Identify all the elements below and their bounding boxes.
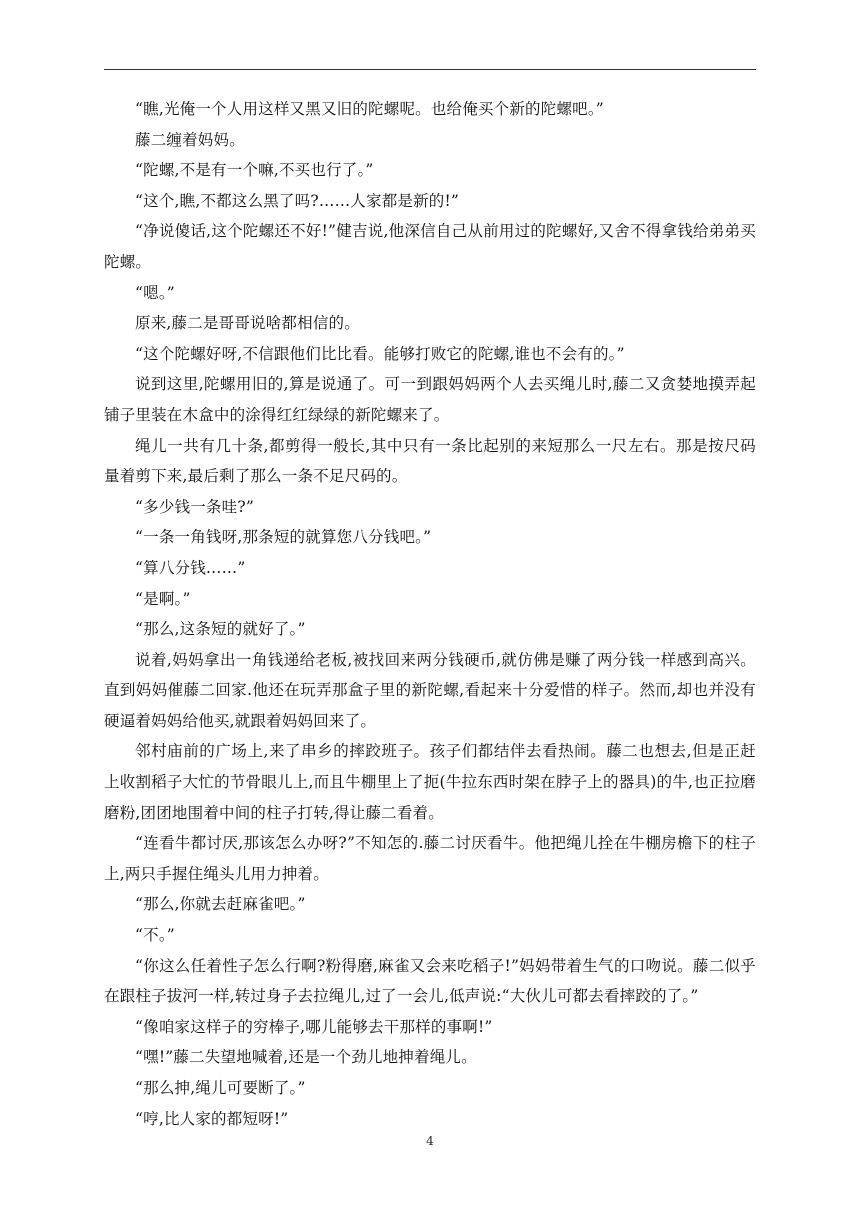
paragraph: “不。” — [135, 926, 175, 945]
paragraph: “是啊。” — [135, 589, 191, 608]
paragraph: “你这么任着性子怎么行啊?粉得磨,麻雀又会来吃稻子!”妈妈带着生气的口吻说。藤二似乎在跟柱子拔河一样,转过身子去拉绳儿,过了一会儿,低声说:“大伙儿可都去看摔跤的了。” — [104, 956, 756, 1006]
paragraph: “这个,瞧,不都这么黑了吗?……人家都是新的!” — [135, 191, 460, 210]
paragraph: “哼,比人家的都短呀!” — [135, 1109, 289, 1128]
paragraph: “连看牛都讨厌,那该怎么办呀?”不知怎的.藤二讨厌看牛。他把绳儿拴在牛棚房檐下的柱子上,两只手握住绳头儿用力抻着。 — [104, 834, 756, 883]
page-number: 4 — [426, 1134, 434, 1148]
paragraph: 说着,妈妈拿出一角钱递给老板,被找回来两分钱硬币,就仿佛是赚了两分钱一样感到高兴。直到妈妈催藤二回家.他还在玩弄那盒子里的新陀螺,看起来十分爱惜的样子。然而,却也并没有硬逼着妈妈给他买,就跟着妈妈回来了。 — [104, 650, 756, 730]
paragraph: “多少钱一条哇?” — [135, 497, 254, 516]
paragraph: “那么,这条短的就好了。” — [135, 620, 306, 639]
paragraph: “像咱家这样子的穷棒子,哪儿能够去干那样的事啊!” — [135, 1017, 493, 1036]
paragraph: “那么,你就去赶麻雀吧。” — [135, 895, 306, 914]
paragraph: 绳儿一共有几十条,都剪得一般长,其中只有一条比起别的来短那么一尺左右。那是按尺码量着剪下来,最后剩了那么一条不足尺码的。 — [104, 436, 756, 486]
paragraph: 藤二缠着妈妈。 — [135, 130, 245, 149]
header-rule — [104, 69, 756, 70]
paragraph: “这个陀螺好呀,不信跟他们比比看。能够打败它的陀螺,谁也不会有的。” — [135, 344, 625, 363]
paragraph: 邻村庙前的广场上,来了串乡的摔跤班子。孩子们都结伴去看热闹。藤二也想去,但是正赶上收割稻子大忙的节骨眼儿上,而且牛棚里上了扼(牛拉东西时架在脖子上的器具)的牛,也正拉磨磨粉,团团地围着中间的柱子打转,得让藤二看着。 — [104, 742, 756, 822]
paragraph: “那么抻,绳儿可要断了。” — [135, 1079, 306, 1097]
paragraph: “瞧,光俺一个人用这样又黑又旧的陀螺呢。也给俺买个新的陀螺吧。” — [135, 100, 604, 118]
paragraph: “净说傻话,这个陀螺还不好!”健吉说,他深信自己从前用过的陀螺好,又舍不得拿钱给弟弟买陀螺。 — [104, 222, 756, 271]
paragraph: “一条一角钱呀,那条短的就算您八分钱吧。” — [135, 528, 432, 547]
paragraph: “嗯。” — [135, 283, 175, 302]
document-body — [104, 94, 756, 1134]
paragraph: 原来,藤二是哥哥说啥都相信的。 — [135, 314, 360, 333]
paragraph: “嘿!”藤二失望地喊着,还是一个劲儿地抻着绳儿。 — [135, 1048, 477, 1067]
paragraph: “陀螺,不是有一个嘛,不买也行了。” — [135, 161, 374, 180]
paragraph: 说到这里,陀螺用旧的,算是说通了。可一到跟妈妈两个人去买绳儿时,藤二又贪婪地摸弄起铺子里装在木盒中的涂得红红绿绿的新陀螺来了。 — [104, 375, 756, 424]
paragraph: “算八分钱……” — [135, 558, 246, 577]
